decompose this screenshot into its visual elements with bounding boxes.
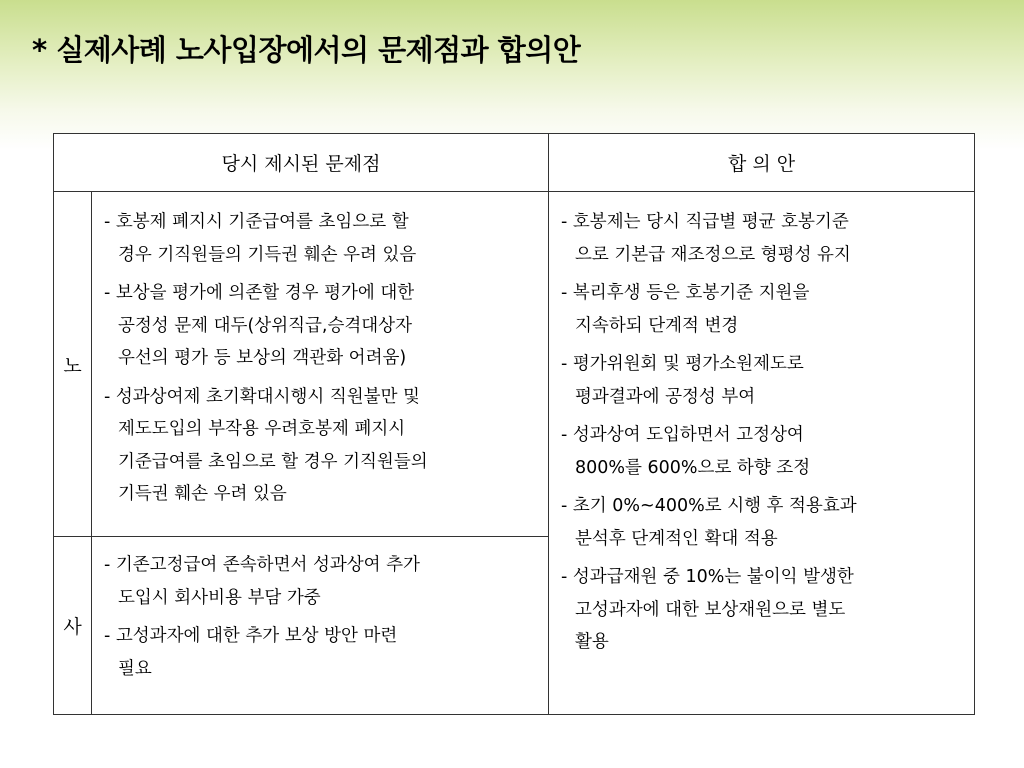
labor-problems-cell [92, 192, 549, 537]
list-item [561, 277, 964, 342]
list-item-line: - 평가위원회 및 평가소원제도로 [561, 354, 804, 374]
list-item [561, 419, 964, 484]
list-item-continuation: 공정성 문제 대두(상위직급,승격대상자 [118, 315, 412, 336]
list-item-continuation: 으로 기본급 재조정으로 형평성 유지 [575, 244, 851, 265]
comparison-table [53, 133, 975, 715]
list-item-line: - 초기 0%~400%로 시행 후 적용효과 [561, 496, 857, 516]
list-item-line: - 복리후생 등은 호봉기준 지원을 [561, 283, 810, 303]
management-problems-cell [92, 537, 549, 715]
list-item-line: - 고성과자에 대한 추가 보상 방안 마련 [104, 626, 398, 646]
list-item [561, 348, 964, 413]
list-item [104, 381, 538, 511]
list-item-continuation: 고성과자에 대한 보상재원으로 별도 [575, 599, 846, 620]
list-item-continuation: 기준급여를 초임으로 할 경우 기직원들의 [118, 451, 428, 472]
list-item-continuation: 경우 기직원들의 기득권 훼손 우려 있음 [118, 244, 417, 265]
list-item [561, 490, 964, 555]
list-item-continuation: 기득권 훼손 우려 있음 [118, 484, 287, 504]
list-item-line: - 성과상여 도입하면서 고정상여 [561, 425, 804, 445]
list-item-continuation: 우선의 평가 등 보상의 객관화 어려움) [118, 348, 407, 368]
header-agreement: 합 의 안 [549, 134, 975, 192]
list-item [104, 620, 538, 685]
list-item [104, 206, 538, 271]
list-item-continuation: 활용 [575, 632, 609, 652]
management-label: 사 [54, 537, 92, 715]
list-item-line: - 보상을 평가에 의존할 경우 평가에 대한 [104, 283, 415, 303]
agreement-list [549, 192, 974, 675]
list-item [104, 277, 538, 375]
list-item [104, 549, 538, 614]
list-item-continuation: 필요 [118, 658, 152, 679]
management-problems-list [92, 537, 548, 701]
list-item-line: - 기존고정급여 존속하면서 성과상여 추가 [104, 555, 420, 575]
list-item-continuation: 평과결과에 공정성 부여 [575, 386, 756, 407]
labor-problems-list [92, 192, 548, 527]
list-item-line: - 성과급재원 중 10%는 불이익 발생한 [561, 567, 854, 587]
header-problems: 당시 제시된 문제점 [54, 134, 549, 192]
agreement-cell [549, 192, 975, 715]
list-item-line: - 호봉제는 당시 직급별 평균 호봉기준 [561, 212, 849, 232]
list-item [561, 561, 964, 659]
list-item-continuation: 도입시 회사비용 부담 가중 [118, 587, 321, 608]
slide-title: * 실제사례 노사입장에서의 문제점과 합의안 [32, 33, 581, 67]
header-row [54, 134, 975, 192]
list-item-continuation: 분석후 단계적인 확대 적용 [575, 528, 778, 549]
labor-label: 노 [54, 192, 92, 537]
list-item-continuation: 제도도입의 부작용 우려호봉제 폐지시 [118, 419, 406, 439]
list-item [561, 206, 964, 271]
list-item-continuation: 지속하되 단계적 변경 [575, 315, 739, 336]
list-item-line: - 호봉제 폐지시 기준급여를 초임으로 할 [104, 212, 409, 232]
labor-row [54, 192, 975, 537]
list-item-line: - 성과상여제 초기확대시행시 직원불만 및 [104, 386, 420, 407]
list-item-continuation: 800%를 600%으로 하향 조정 [575, 457, 811, 478]
